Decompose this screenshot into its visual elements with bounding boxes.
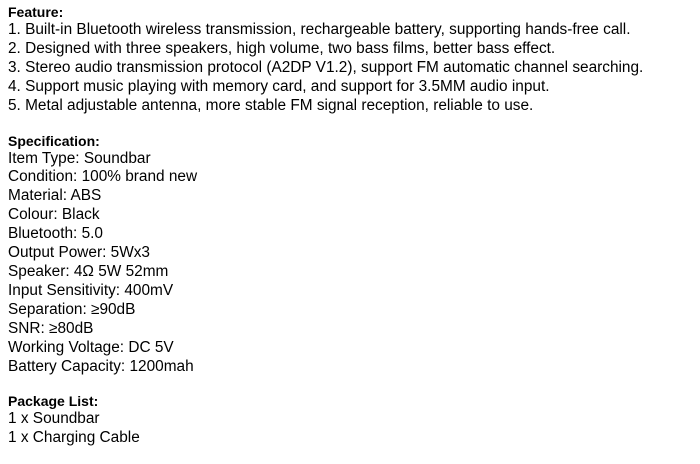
feature-item: 1. Built-in Bluetooth wireless transmission, rechargeable battery, supporting hands-free call. — [8, 21, 631, 38]
spec-item: SNR: ≥80dB — [8, 319, 94, 337]
package-list-heading: Package List: — [8, 393, 99, 410]
feature-heading: Feature: — [8, 4, 64, 20]
section-spacer — [8, 116, 698, 133]
feature-item: 5. Metal adjustable antenna, more stable FM signal reception, reliable to use. — [8, 96, 534, 114]
spec-item: Colour: Black — [8, 206, 100, 224]
spec-item: Input Sensitivity: 400mV — [8, 281, 174, 299]
package-list-section — [8, 393, 698, 448]
package-item: 1 x Soundbar — [8, 410, 100, 428]
spec-item: Battery Capacity: 1200mah — [8, 357, 194, 375]
feature-item: 3. Stereo audio transmission protocol (A2DP V1.2), support FM automatic channel searching. — [8, 58, 644, 76]
spec-item: Speaker: 4Ω 5W 52mm — [8, 262, 169, 280]
spec-item: Bluetooth: 5.0 — [8, 225, 103, 243]
feature-item: 4. Support music playing with memory card, and support for 3.5MM audio input. — [8, 77, 550, 95]
section-spacer — [8, 376, 698, 393]
product-description — [8, 4, 698, 448]
feature-section — [8, 4, 698, 116]
package-item: 1 x Charging Cable — [8, 429, 140, 447]
spec-item: Separation: ≥90dB — [8, 300, 136, 318]
spec-item: Condition: 100% brand new — [8, 168, 198, 186]
feature-item: 2. Designed with three speakers, high volume, two bass films, better bass effect. — [8, 39, 556, 57]
spec-item: Item Type: Soundbar — [8, 149, 151, 167]
spec-item: Material: ABS — [8, 187, 102, 205]
spec-item: Output Power: 5Wx3 — [8, 244, 150, 262]
specification-section — [8, 133, 698, 377]
specification-heading: Specification: — [8, 132, 100, 149]
spec-item: Working Voltage: DC 5V — [8, 338, 174, 356]
